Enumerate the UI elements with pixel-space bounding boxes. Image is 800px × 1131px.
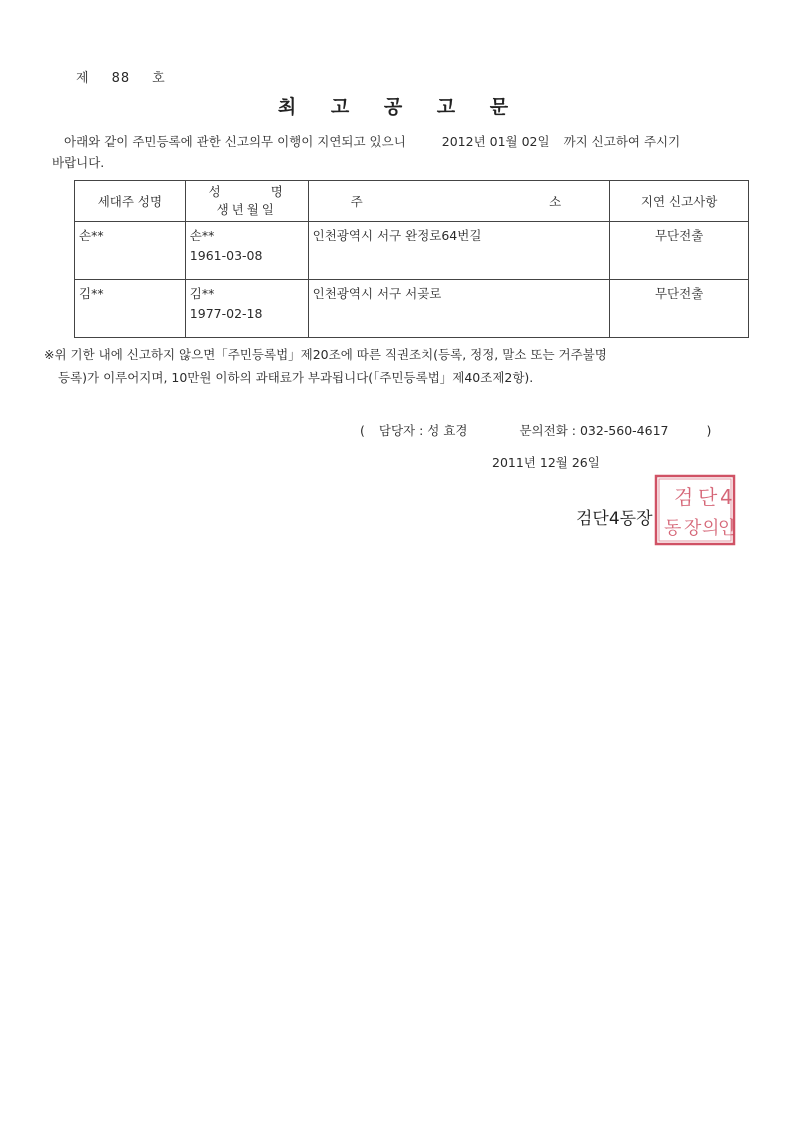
cell-overdue-item: 무단전출 (610, 280, 749, 338)
table-row (75, 222, 749, 280)
intro-deadline: 2012년 01월 02일 (441, 134, 550, 149)
contact-phone: 문의전화 : 032-560-4617 (519, 423, 669, 438)
header-overdue-item: 지연 신고사항 (610, 181, 749, 222)
cell-birth: 1961-03-08 (189, 248, 263, 263)
doc-number-prefix: 제 (76, 71, 90, 86)
cell-address: 인천광역시 서구 서곶로 (308, 280, 610, 338)
table-header-row (75, 181, 749, 222)
contact-info (360, 421, 711, 439)
cell-name-birth (185, 222, 308, 280)
intro-after-date: 까지 신고하여 주시기 (563, 134, 681, 149)
svg-text:단: 단 (698, 485, 718, 509)
intro-line-2: 바랍니다. (52, 155, 105, 170)
issue-date: 2011년 12월 26일 (492, 455, 600, 470)
header-head-of-household: 세대주 성명 (75, 181, 186, 222)
issuer-name: 검단4동장 (576, 509, 653, 529)
notice-line-1: ※위 기한 내에 신고하지 않으면「주민등록법」제20조에 따른 직권조치(등록, 정정, 말소 또는 거주불명 (44, 347, 607, 362)
svg-text:검: 검 (674, 485, 694, 509)
header-name: 성 명 (208, 184, 285, 199)
doc-number-value: 88 (111, 71, 131, 86)
svg-text:동: 동 (664, 518, 682, 539)
notice-line-2: 등록)가 이루어지며, 10만원 이하의 과태료가 부과됩니다(「주민등록법」제40조제2항). (58, 370, 534, 385)
doc-number-suffix: 호 (152, 71, 166, 86)
cell-head-of-household: 김** (75, 280, 186, 338)
header-address: 주 소 (308, 181, 610, 222)
svg-text:의: 의 (702, 518, 720, 539)
cell-birth: 1977-02-18 (189, 306, 263, 321)
svg-text:인: 인 (718, 518, 736, 539)
contact-person: 담당자 : 성 효경 (378, 423, 468, 438)
intro-line-1 (64, 132, 680, 150)
page-title: 최 고 공 고 문 (277, 96, 523, 118)
official-seal (654, 474, 736, 546)
cell-overdue-item: 무단전출 (610, 222, 749, 280)
svg-text:4: 4 (720, 485, 733, 509)
header-name-birth (185, 181, 308, 222)
header-birth: 생년월일 (216, 202, 277, 217)
contact-open-paren: ( (360, 423, 365, 438)
svg-text:장: 장 (684, 518, 702, 539)
cell-name-birth (185, 280, 308, 338)
overdue-registration-table (74, 180, 749, 338)
cell-name: 손** (189, 228, 215, 243)
intro-before-date: 아래와 같이 주민등록에 관한 신고의무 이행이 지연되고 있으니 (64, 134, 406, 149)
cell-name: 김** (189, 286, 215, 301)
table-row (75, 280, 749, 338)
contact-close-paren: ) (706, 423, 712, 438)
cell-address: 인천광역시 서구 완정로64번길 (308, 222, 610, 280)
document-number (76, 67, 188, 86)
cell-head-of-household: 손** (75, 222, 186, 280)
